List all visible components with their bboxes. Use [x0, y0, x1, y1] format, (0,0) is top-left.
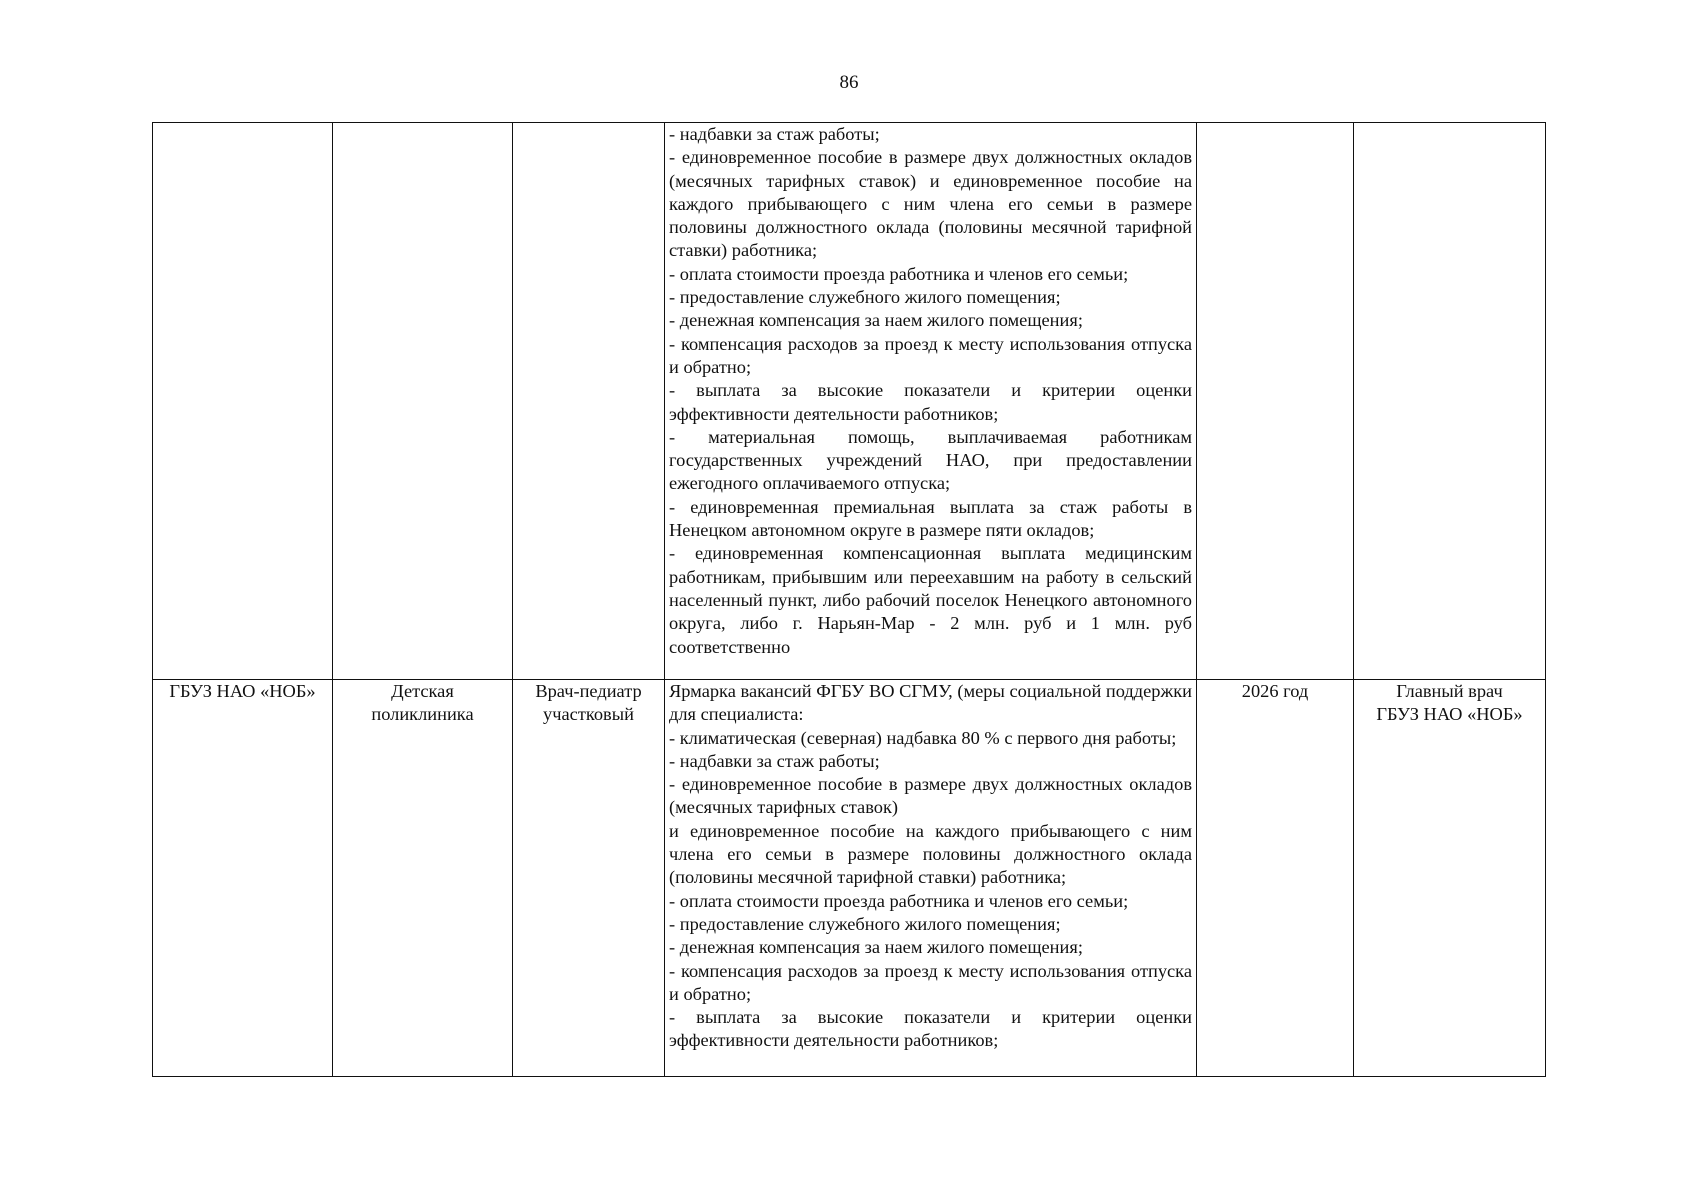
- department-cell: [333, 680, 513, 1077]
- deadline-text: 2026 год: [1241, 681, 1309, 701]
- table-row: [153, 680, 1546, 1077]
- measure-item: - климатическая (северная) надбавка 80 % с первого дня работы;: [669, 727, 1177, 748]
- organization-cell: [153, 123, 333, 680]
- measure-item: - единовременное пособие в размере двух должностных окладов (месячных тарифных ставок): [669, 774, 1192, 818]
- measures-cell: [665, 123, 1197, 680]
- measure-item: - единовременная компенсационная выплата медицинским работникам, прибывшим или переехавшим на работу в сельский населенный пункт, либо рабочий поселок Ненецкого автономного округа, либо г. Нарьян-Мар - 2 млн. руб и 1 млн. руб соответственно: [669, 543, 1192, 657]
- measures-cell: [665, 680, 1197, 1077]
- table-row: [153, 123, 1546, 680]
- responsible-cell: [1354, 123, 1546, 680]
- organization-text: ГБУЗ НАО «НОБ»: [169, 681, 316, 701]
- position-cell: [513, 123, 665, 680]
- measures-table: [152, 122, 1546, 1077]
- measure-item: - надбавки за стаж работы;: [669, 124, 880, 144]
- measure-item: - единовременное пособие в размере двух должностных окладов (месячных тарифных ставок) и единовременное пособие на каждого прибывающего с ним члена его семьи в размере половины должностного оклада (половины месячной тарифной ставки) работника;: [669, 147, 1192, 261]
- measure-item: - выплата за высокие показатели и критерии оценки эффективности деятельности работников;: [669, 380, 1192, 424]
- measure-item: - оплата стоимости проезда работника и членов его семьи;: [669, 890, 1129, 911]
- deadline-cell: [1197, 123, 1354, 680]
- department-text: Детская: [391, 681, 454, 701]
- responsible-cell: [1354, 680, 1546, 1077]
- measure-item: - компенсация расходов за проезд к месту использования отпуска и обратно;: [669, 333, 1192, 377]
- measure-item: - денежная компенсация за наем жилого помещения;: [669, 310, 1083, 331]
- department-text: поликлиника: [371, 704, 474, 725]
- measure-item: и единовременное пособие на каждого прибывающего с ним члена его семьи в размере половины должностного оклада (половины месячной тарифной ставки) работника;: [669, 820, 1192, 888]
- department-cell: [333, 123, 513, 680]
- measure-item: - денежная компенсация за наем жилого помещения;: [669, 937, 1083, 958]
- page-number: 86: [839, 72, 859, 93]
- position-cell: [513, 680, 665, 1077]
- position-text: участковый: [543, 704, 634, 725]
- measure-item: - единовременная премиальная выплата за стаж работы в Ненецком автономном округе в размере пяти окладов;: [669, 496, 1192, 541]
- responsible-text: ГБУЗ НАО «НОБ»: [1376, 704, 1523, 725]
- position-text: Врач-педиатр: [535, 681, 642, 701]
- measure-item: Ярмарка вакансий ФГБУ ВО СГМУ, (меры социальной поддержки для специалиста:: [669, 681, 1192, 725]
- measure-item: - предоставление служебного жилого помещения;: [669, 913, 1061, 934]
- responsible-text: Главный врач: [1396, 681, 1503, 701]
- measure-item: - надбавки за стаж работы;: [669, 750, 880, 771]
- measure-item: - оплата стоимости проезда работника и членов его семьи;: [669, 263, 1129, 284]
- organization-cell: [153, 680, 333, 1077]
- deadline-cell: [1197, 680, 1354, 1077]
- measure-item: - компенсация расходов за проезд к месту использования отпуска и обратно;: [669, 960, 1192, 1004]
- measure-item: - материальная помощь, выплачиваемая работникам государственных учреждений НАО, при предоставлении ежегодного оплачиваемого отпуска;: [669, 426, 1192, 494]
- measure-item: - предоставление служебного жилого помещения;: [669, 287, 1061, 308]
- measure-item: - выплата за высокие показатели и критерии оценки эффективности деятельности работников;: [669, 1007, 1192, 1051]
